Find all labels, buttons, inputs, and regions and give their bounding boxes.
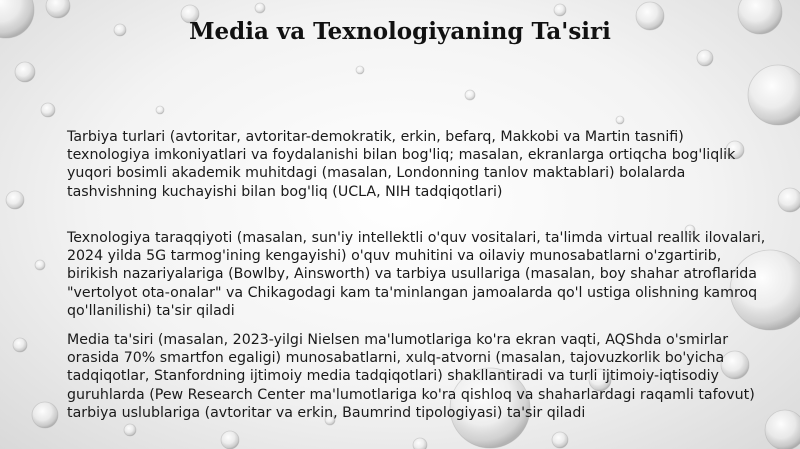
body-paragraph-1: Tarbiya turlari (avtoritar, avtoritar-demokratik, erkin, befarq, Makkobi va Martin tasnifi) texnologiya imkoniyatlari va foydalanishi bilan bog'liq; masalan, ekranlarga ortiqcha bog'liqlik yuqori bosimli akademik muhitdagi (masalan, Londonning tanlov maktablari) bolalarda tashvishning kuchayishi bilan bog'liq (UCLA, NIH tadqiqotlari) [67, 129, 736, 200]
body-paragraph-2: Texnologiya taraqqiyoti (masalan, sun'iy intellektli o'quv vositalari, ta'limda virtual reallik ilovalari, 2024 yilda 5G tarmog'ining kengayishi) o'quv muhitini va oilaviy munosabatlarni o'zgartirib, birikish nazariyalariga (Bowlby, Ainsworth) va tarbiya usullariga (masalan, boy shahar atroflarida "vertolyot ota-onalar" va Chikagodagi kam ta'minlangan jamoalarda qo'l ustiga olishning kamroq qo'llanilishi) ta'sir qiladi [67, 230, 766, 319]
body-paragraph-3: Media ta'siri (masalan, 2023-yilgi Nielsen ma'lumotlariga ko'ra ekran vaqti, AQShda o'smirlar orasida 70% smartfon egaligi) munosabatlarni, xulq-atvorni (masalan, tajovuzkorlik bo'yicha tadqiqotlar, Stanfordning ijtimoiy media tadqiqotlari) shakllantiradi va turli ijtimoiy-iqtisodiy guruhlarda (Pew Research Center ma'lumotlariga ko'ra qishloq va shaharlardagi raqamli tafovut) tarbiya uslublariga (avtoritar va erkin, Baumrind tipologiyasi) ta'sir qiladi [67, 332, 755, 421]
slide-title: Media va Texnologiyaning Ta'siri [189, 18, 611, 45]
